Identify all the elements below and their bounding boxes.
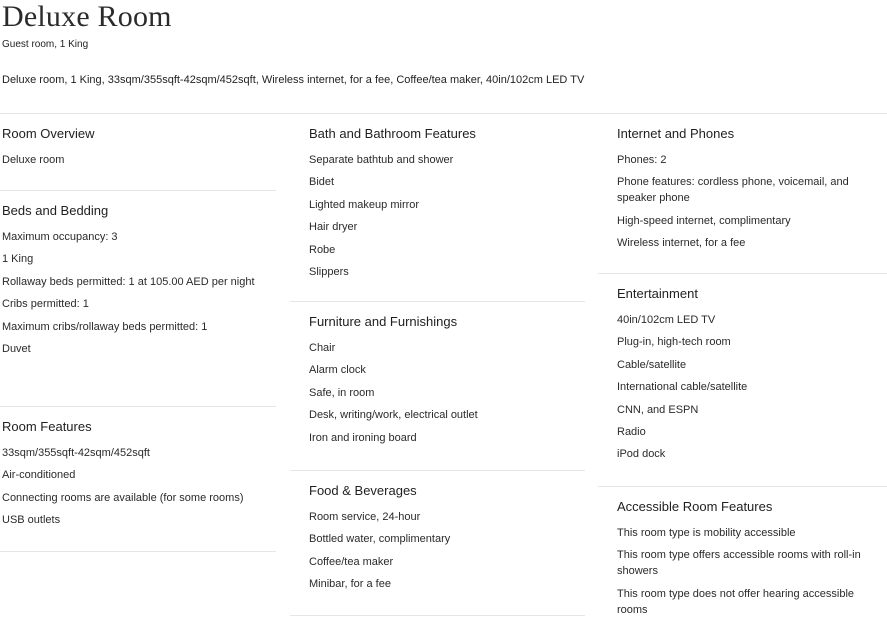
section-food-beverages	[290, 481, 585, 616]
features-column-3	[598, 124, 887, 623]
feature-item: Connecting rooms are available (for some rooms)	[2, 491, 244, 504]
feature-item: Chair	[309, 342, 336, 354]
feature-item: Air-conditioned	[2, 469, 76, 482]
feature-list	[309, 332, 585, 446]
feature-item: International cable/satellite	[617, 381, 748, 394]
section-accessible	[598, 497, 887, 623]
feature-item: Cribs permitted: 1	[2, 298, 89, 311]
feature-item: Alarm clock	[309, 364, 366, 377]
section-bath-bathroom	[290, 124, 585, 302]
feature-item: Phone features: cordless phone, voicemail, and speaker phone	[617, 176, 849, 205]
section-room-features	[0, 417, 276, 552]
feature-item: Rollaway beds permitted: 1 at 105.00 AED per night	[2, 275, 255, 288]
feature-item: Desk, writing/work, electrical outlet	[309, 409, 478, 422]
feature-item: Safe, in room	[309, 386, 375, 399]
section-beds-bedding	[0, 201, 276, 407]
feature-list	[309, 144, 585, 280]
feature-item: Bidet	[309, 176, 335, 189]
feature-item: Bottled water, complimentary	[309, 533, 451, 546]
section-heading: Furniture and Furnishings	[309, 314, 458, 329]
room-summary: Deluxe room, 1 King, 33sqm/355sqft-42sqm/452sqft, Wireless internet, for a fee, Coffee/tea maker, 40in/102cm LED TV	[2, 74, 585, 86]
section-room-overview	[0, 124, 276, 191]
features-column-2	[290, 124, 585, 616]
feature-item: Radio	[617, 425, 646, 438]
section-heading: Beds and Bedding	[2, 203, 109, 218]
feature-item: iPod dock	[617, 448, 666, 461]
feature-list	[617, 144, 887, 251]
feature-item: Coffee/tea maker	[309, 555, 394, 568]
feature-item: Cable/satellite	[617, 358, 687, 371]
feature-item: High-speed internet, complimentary	[617, 214, 791, 227]
section-heading: Entertainment	[617, 286, 698, 301]
feature-item: Duvet	[2, 342, 31, 355]
feature-item: USB outlets	[2, 514, 61, 527]
section-furniture	[290, 312, 585, 471]
section-heading: Internet and Phones	[617, 126, 735, 141]
section-heading: Accessible Room Features	[617, 499, 773, 514]
feature-item: This room type is mobility accessible	[617, 527, 796, 539]
feature-item: This room type does not offer hearing accessible rooms	[617, 587, 855, 616]
feature-list	[309, 501, 585, 592]
room-subtitle: Guest room, 1 King	[2, 39, 89, 50]
feature-item: Plug-in, high-tech room	[617, 336, 731, 349]
feature-list	[2, 144, 276, 168]
divider	[0, 113, 887, 114]
section-internet-phones	[598, 124, 887, 274]
feature-item: 1 King	[2, 253, 34, 266]
feature-item: Deluxe room	[2, 154, 65, 166]
feature-item: 33sqm/355sqft-42sqm/452sqft	[2, 447, 150, 459]
feature-item: Slippers	[309, 265, 349, 278]
section-heading: Room Overview	[2, 126, 95, 141]
feature-item: This room type offers accessible rooms with roll-in showers	[617, 549, 861, 578]
feature-item: Maximum cribs/rollaway beds permitted: 1	[2, 320, 208, 333]
section-heading: Food & Beverages	[309, 483, 417, 498]
feature-item: Robe	[309, 243, 336, 256]
feature-item: Maximum occupancy: 3	[2, 231, 118, 243]
feature-list	[2, 437, 276, 528]
section-heading: Room Features	[2, 419, 92, 434]
feature-item: Minibar, for a fee	[309, 578, 391, 591]
section-entertainment	[598, 284, 887, 487]
feature-item: Wireless internet, for a fee	[617, 237, 746, 250]
feature-item: Room service, 24-hour	[309, 511, 421, 523]
feature-item: 40in/102cm LED TV	[617, 314, 716, 326]
feature-list	[617, 304, 887, 462]
feature-list	[617, 517, 887, 618]
section-heading: Bath and Bathroom Features	[309, 126, 476, 141]
room-title: Deluxe Room	[2, 0, 172, 33]
feature-item: Phones: 2	[617, 154, 667, 166]
feature-item: Iron and ironing board	[309, 431, 417, 444]
feature-list	[2, 221, 276, 357]
features-column-1	[0, 124, 276, 552]
feature-item: Separate bathtub and shower	[309, 154, 454, 166]
feature-item: Hair dryer	[309, 221, 358, 234]
feature-item: CNN, and ESPN	[617, 403, 699, 416]
feature-item: Lighted makeup mirror	[309, 198, 420, 211]
